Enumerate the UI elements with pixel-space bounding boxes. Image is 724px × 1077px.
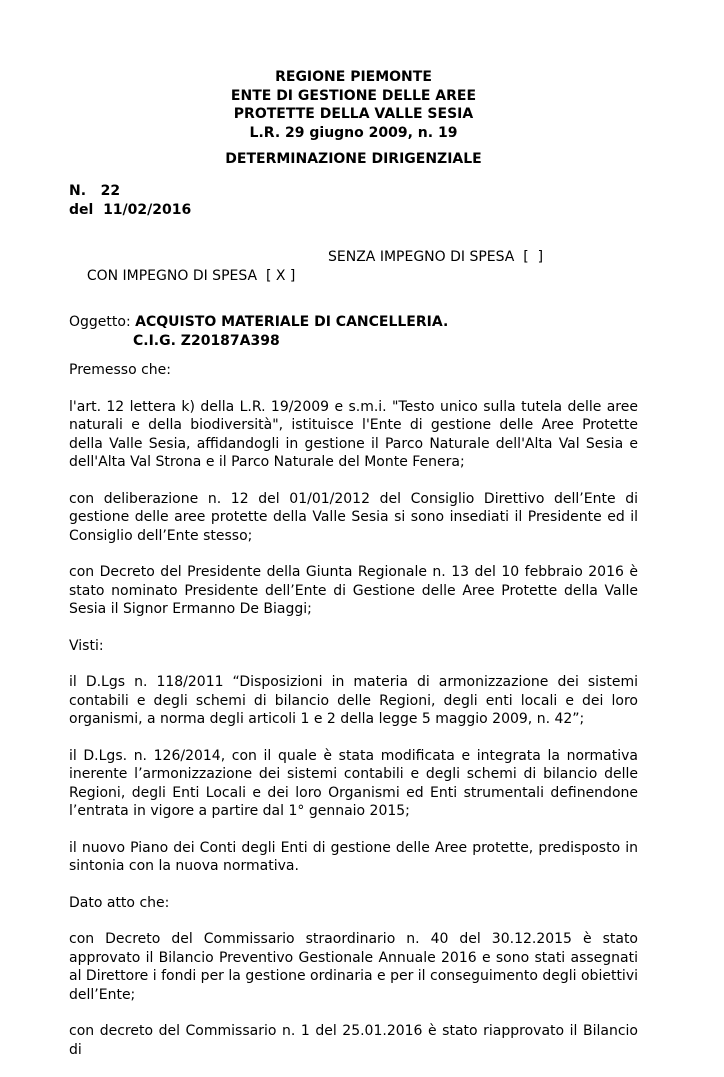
paragraph: Premesso che:	[69, 362, 172, 378]
subject-label: Oggetto:	[69, 314, 136, 330]
paragraph: con Decreto del Commissario straordinario n. 40 del 30.12.2015 è stato approvato il Bilancio Preventivo Gestionale Annuale 2016 e sono stati assegnati al Direttore i fondi per la gestione ordinaria e per il conseguimento degli obiettivi dell’Ente;	[69, 931, 638, 1003]
paragraph: con Decreto del Presidente della Giunta Regionale n. 13 del 10 febbraio 2016 è stato nominato Presidente dell’Ente di Gestione delle Aree Protette della Valle Sesia il Signor Ermanno De Biaggi;	[69, 564, 638, 617]
with-commitment-checkbox-text: CON IMPEGNO DI SPESA [ X ]	[86, 267, 296, 284]
paragraph: con deliberazione n. 12 del 01/01/2012 del Consiglio Direttivo dell’Ente di gestione delle aree protette della Valle Sesia si sono insediati il Presidente ed il Consiglio dell’Ente stesso;	[69, 490, 638, 544]
header-law-reference: L.R. 29 giugno 2009, n. 19	[249, 124, 458, 141]
paragraph: il D.Lgs n. 118/2011 “Disposizioni in materia di armonizzazione dei sistemi contabili e degli schemi di bilancio delle Regioni, degli enti locali e dei loro organismi, a norma degli articoli 1 e 2 della legge 5 maggio 2009, n. 42”;	[69, 674, 638, 727]
determination-number: N. 22	[69, 183, 121, 199]
paragraph: il nuovo Piano dei Conti degli Enti di gestione delle Aree protette, predisposto in sintonia con la nuova normativa.	[69, 839, 638, 874]
determination-date: del 11/02/2016	[69, 201, 192, 218]
header-region: REGIONE PIEMONTE	[275, 69, 432, 85]
paragraph: con decreto del Commissario n. 1 del 25.01.2016 è stato riapprovato il Bilancio di	[69, 1023, 638, 1058]
determination-number-block	[69, 182, 191, 219]
subject-text: ACQUISTO MATERIALE DI CANCELLERIA.	[135, 314, 449, 330]
subject-block	[69, 313, 638, 350]
spending-commitment-row	[69, 248, 638, 322]
without-commitment-checkbox-text: SENZA IMPEGNO DI SPESA [ ]	[328, 249, 544, 265]
paragraph: l'art. 12 lettera k) della L.R. 19/2009 e s.m.i. "Testo unico sulla tutela delle aree naturali e della biodiversità", istituisce l'Ente di gestione delle Aree Protette della Valle Sesia, affidandogli in gestione il Parco Naturale dell'Alta Val Sesia e dell'Alta Val Strona e il Parco Naturale del Monte Fenera;	[69, 398, 638, 470]
paragraph: il D.Lgs. n. 126/2014, con il quale è stata modificata e integrata la normativa inerente l’armonizzazione dei sistemi contabili e degli schemi di bilancio delle Regioni, degli Enti Locali e dei loro Organismi ed Enti strumentali definendone l’entrata in vigore a partire dal 1° gennaio 2015;	[69, 747, 638, 819]
document-body	[69, 361, 638, 1077]
header-entity-line1: ENTE DI GESTIONE DELLE AREE	[230, 87, 477, 104]
paragraph: Visti:	[69, 637, 104, 654]
header-entity-line2: PROTETTE DELLA VALLE SESIA	[233, 106, 474, 122]
paragraph: Dato atto che:	[69, 894, 170, 911]
cig-code: C.I.G. Z20187A398	[133, 332, 280, 349]
document-title: DETERMINAZIONE DIRIGENZIALE	[225, 151, 482, 167]
document-header	[69, 68, 638, 142]
